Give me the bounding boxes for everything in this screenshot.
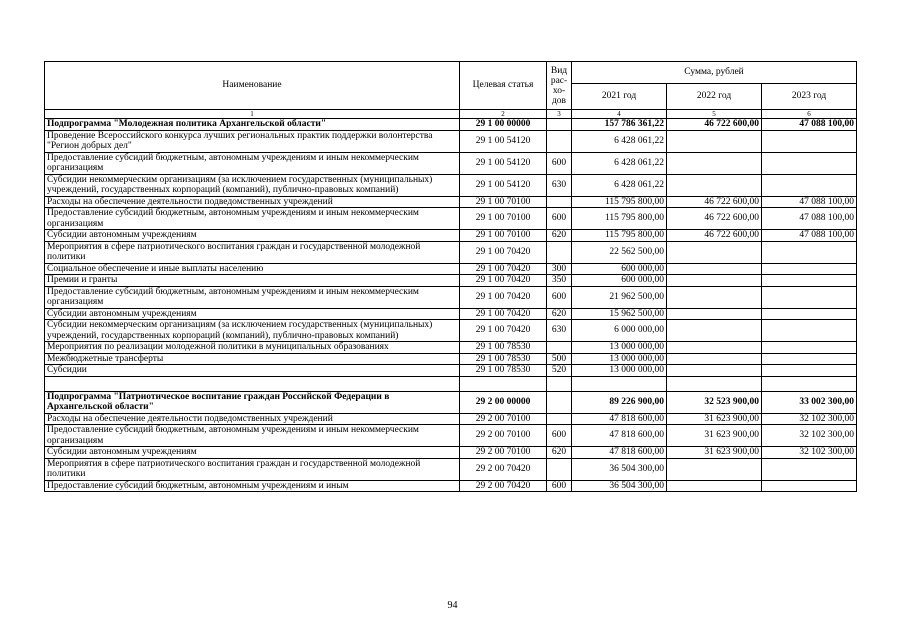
table-row xyxy=(45,230,857,242)
row-target-article: 29 1 00 70420 xyxy=(460,275,547,287)
row-name: Межбюджетные трансферты xyxy=(45,353,460,365)
subprogram-row xyxy=(45,119,857,131)
row-name: Субсидии некоммерческим организациям (за исключением государственных (муниципальных) учреждений, государственных корпораций (компаний), публично-правовых компаний) xyxy=(45,174,460,196)
header-kind-line: хо- xyxy=(552,85,566,96)
row-sum-2022: 46 722 600,00 xyxy=(667,230,762,242)
row-target-article: 29 2 00 00000 xyxy=(460,391,547,413)
row-sum-2021: 115 795 800,00 xyxy=(572,208,667,230)
column-index: 3 xyxy=(547,110,572,119)
row-sum-2022 xyxy=(667,174,762,196)
subprogram-row xyxy=(45,391,857,413)
row-sum-2023: 47 088 100,00 xyxy=(762,230,857,242)
row-sum-2021: 6 000 000,00 xyxy=(572,320,667,342)
row-sum-2022 xyxy=(667,275,762,287)
row-target-article: 29 1 00 70420 xyxy=(460,286,547,308)
row-name: Социальное обеспечение и иные выплаты населению xyxy=(45,263,460,275)
row-sum-2021: 6 428 061,22 xyxy=(572,174,667,196)
row-sum-2023 xyxy=(762,286,857,308)
row-sum-2021: 13 000 000,00 xyxy=(572,353,667,365)
row-sum-2022 xyxy=(667,320,762,342)
row-target-article xyxy=(460,376,547,391)
row-sum-2021: 13 000 000,00 xyxy=(572,342,667,354)
row-name: Предоставление субсидий бюджетным, автономным учреждениям и иным некоммерческим организациям xyxy=(45,152,460,174)
row-sum-2022 xyxy=(667,263,762,275)
row-expense-kind: 520 xyxy=(547,365,572,377)
row-sum-2023 xyxy=(762,275,857,287)
row-sum-2022 xyxy=(667,152,762,174)
row-name: Субсидии автономным учреждениям xyxy=(45,308,460,320)
row-sum-2023 xyxy=(762,458,857,480)
row-sum-2021: 36 504 300,00 xyxy=(572,480,667,492)
row-name: Субсидии xyxy=(45,365,460,377)
row-sum-2022 xyxy=(667,480,762,492)
row-sum-2022: 46 722 600,00 xyxy=(667,208,762,230)
row-sum-2022 xyxy=(667,241,762,263)
row-name: Субсидии некоммерческим организациям (за исключением государственных (муниципальных) учреждений, государственных корпораций (компаний), публично-правовых компаний) xyxy=(45,320,460,342)
row-expense-kind: 630 xyxy=(547,320,572,342)
column-index: 5 xyxy=(667,110,762,119)
header-kind-line: рас- xyxy=(550,75,568,86)
row-expense-kind: 620 xyxy=(547,447,572,459)
row-sum-2021: 6 428 061,22 xyxy=(572,152,667,174)
header-year-2022: 2022 год xyxy=(667,84,762,110)
table-row xyxy=(45,130,857,152)
row-sum-2022 xyxy=(667,342,762,354)
row-sum-2022: 31 623 900,00 xyxy=(667,425,762,447)
row-sum-2023: 32 102 300,00 xyxy=(762,425,857,447)
row-sum-2022 xyxy=(667,353,762,365)
row-name: Подпрограмма "Патриотическое воспитание граждан Российской Федерации в Архангельской области" xyxy=(45,391,460,413)
row-expense-kind: 300 xyxy=(547,263,572,275)
row-sum-2022 xyxy=(667,130,762,152)
header-year-2023: 2023 год xyxy=(762,84,857,110)
row-target-article: 29 1 00 78530 xyxy=(460,342,547,354)
row-name: Предоставление субсидий бюджетным, автономным учреждениям и иным некоммерческим организациям xyxy=(45,286,460,308)
row-sum-2022 xyxy=(667,376,762,391)
row-sum-2021: 13 000 000,00 xyxy=(572,365,667,377)
row-sum-2023: 47 088 100,00 xyxy=(762,196,857,208)
row-sum-2022: 31 623 900,00 xyxy=(667,413,762,425)
row-sum-2023 xyxy=(762,130,857,152)
header-year-2021: 2021 год xyxy=(572,84,667,110)
table-row xyxy=(45,353,857,365)
row-sum-2023: 47 088 100,00 xyxy=(762,119,857,131)
row-target-article: 29 2 00 70100 xyxy=(460,447,547,459)
row-name: Предоставление субсидий бюджетным, автономным учреждениям и иным xyxy=(45,480,460,492)
table-row xyxy=(45,196,857,208)
row-target-article: 29 1 00 70100 xyxy=(460,208,547,230)
row-sum-2021: 47 818 600,00 xyxy=(572,425,667,447)
budget-table-page xyxy=(44,61,856,492)
row-target-article: 29 1 00 54120 xyxy=(460,152,547,174)
row-name: Расходы на обеспечение деятельности подведомственных учреждений xyxy=(45,196,460,208)
row-expense-kind: 600 xyxy=(547,480,572,492)
row-target-article: 29 1 00 70420 xyxy=(460,263,547,275)
row-sum-2022 xyxy=(667,458,762,480)
row-sum-2023 xyxy=(762,308,857,320)
column-index: 1 xyxy=(45,110,460,119)
row-sum-2023 xyxy=(762,376,857,391)
row-name: Предоставление субсидий бюджетным, автономным учреждениям и иным некоммерческим организациям xyxy=(45,208,460,230)
row-sum-2023: 33 002 300,00 xyxy=(762,391,857,413)
table-row xyxy=(45,480,857,492)
header-kind-line: дов xyxy=(551,95,567,106)
row-target-article: 29 1 00 54120 xyxy=(460,130,547,152)
row-sum-2022: 31 623 900,00 xyxy=(667,447,762,459)
table-row xyxy=(45,458,857,480)
row-name xyxy=(45,376,460,391)
row-expense-kind xyxy=(547,458,572,480)
row-sum-2023: 47 088 100,00 xyxy=(762,208,857,230)
table-row xyxy=(45,208,857,230)
row-name: Мероприятия в сфере патриотического воспитания граждан и государственной молодежной политики xyxy=(45,458,460,480)
row-target-article: 29 1 00 70420 xyxy=(460,320,547,342)
row-name: Проведение Всероссийского конкурса лучших региональных практик поддержки волонтерства "Регион добрых дел" xyxy=(45,130,460,152)
header-target-article: Целевая статья xyxy=(460,62,547,110)
row-sum-2023 xyxy=(762,353,857,365)
row-name: Расходы на обеспечение деятельности подведомственных учреждений xyxy=(45,413,460,425)
row-sum-2021: 22 562 500,00 xyxy=(572,241,667,263)
page-number: 94 xyxy=(447,600,458,611)
row-expense-kind xyxy=(547,130,572,152)
spacer-row xyxy=(45,376,857,391)
row-sum-2023 xyxy=(762,152,857,174)
table-body xyxy=(45,119,857,492)
row-sum-2021: 47 818 600,00 xyxy=(572,447,667,459)
column-index: 2 xyxy=(460,110,547,119)
row-sum-2021: 6 428 061,22 xyxy=(572,130,667,152)
row-expense-kind: 620 xyxy=(547,230,572,242)
row-expense-kind: 600 xyxy=(547,425,572,447)
row-target-article: 29 2 00 70420 xyxy=(460,480,547,492)
row-target-article: 29 2 00 70100 xyxy=(460,425,547,447)
row-target-article: 29 1 00 70420 xyxy=(460,308,547,320)
row-sum-2023 xyxy=(762,174,857,196)
table-row xyxy=(45,275,857,287)
row-expense-kind xyxy=(547,196,572,208)
column-index: 4 xyxy=(572,110,667,119)
header-expense-kind xyxy=(547,62,572,110)
table-row xyxy=(45,152,857,174)
row-sum-2021: 89 226 900,00 xyxy=(572,391,667,413)
table-row xyxy=(45,320,857,342)
row-expense-kind xyxy=(547,391,572,413)
row-expense-kind: 350 xyxy=(547,275,572,287)
header-sum: Сумма, рублей xyxy=(572,62,857,84)
row-sum-2022: 46 722 600,00 xyxy=(667,119,762,131)
table-row xyxy=(45,174,857,196)
row-expense-kind: 500 xyxy=(547,353,572,365)
table-row xyxy=(45,241,857,263)
column-index: 6 xyxy=(762,110,857,119)
row-sum-2021: 115 795 800,00 xyxy=(572,230,667,242)
row-sum-2021: 600 000,00 xyxy=(572,275,667,287)
row-target-article: 29 1 00 70100 xyxy=(460,196,547,208)
table-row xyxy=(45,263,857,275)
row-sum-2022 xyxy=(667,308,762,320)
row-name: Премии и гранты xyxy=(45,275,460,287)
row-expense-kind xyxy=(547,241,572,263)
row-sum-2021: 21 962 500,00 xyxy=(572,286,667,308)
row-sum-2022: 46 722 600,00 xyxy=(667,196,762,208)
row-sum-2021: 157 786 361,22 xyxy=(572,119,667,131)
row-target-article: 29 2 00 70100 xyxy=(460,413,547,425)
row-expense-kind xyxy=(547,119,572,131)
row-sum-2021 xyxy=(572,376,667,391)
row-expense-kind: 620 xyxy=(547,308,572,320)
budget-table xyxy=(44,61,857,492)
row-target-article: 29 2 00 70420 xyxy=(460,458,547,480)
table-row xyxy=(45,342,857,354)
row-expense-kind xyxy=(547,413,572,425)
row-sum-2022 xyxy=(667,286,762,308)
table-row xyxy=(45,425,857,447)
row-expense-kind: 600 xyxy=(547,152,572,174)
row-sum-2023 xyxy=(762,365,857,377)
row-sum-2023 xyxy=(762,342,857,354)
row-sum-2022 xyxy=(667,365,762,377)
row-target-article: 29 1 00 78530 xyxy=(460,365,547,377)
row-name: Мероприятия по реализации молодежной политики в муниципальных образованиях xyxy=(45,342,460,354)
row-name: Предоставление субсидий бюджетным, автономным учреждениям и иным некоммерческим организациям xyxy=(45,425,460,447)
row-sum-2023 xyxy=(762,320,857,342)
table-row xyxy=(45,286,857,308)
table-row xyxy=(45,413,857,425)
row-sum-2022: 32 523 900,00 xyxy=(667,391,762,413)
row-target-article: 29 1 00 78530 xyxy=(460,353,547,365)
row-sum-2023: 32 102 300,00 xyxy=(762,413,857,425)
table-row xyxy=(45,308,857,320)
row-target-article: 29 1 00 70100 xyxy=(460,230,547,242)
row-expense-kind xyxy=(547,342,572,354)
table-row xyxy=(45,365,857,377)
row-sum-2023 xyxy=(762,241,857,263)
header-name: Наименование xyxy=(45,62,460,110)
row-sum-2021: 36 504 300,00 xyxy=(572,458,667,480)
row-sum-2023 xyxy=(762,263,857,275)
row-sum-2023 xyxy=(762,480,857,492)
row-expense-kind xyxy=(547,376,572,391)
table-row xyxy=(45,447,857,459)
row-expense-kind: 600 xyxy=(547,286,572,308)
row-sum-2023: 32 102 300,00 xyxy=(762,447,857,459)
row-sum-2021: 15 962 500,00 xyxy=(572,308,667,320)
row-name: Субсидии автономным учреждениям xyxy=(45,447,460,459)
row-name: Подпрограмма "Молодежная политика Архангельской области" xyxy=(45,119,460,131)
row-expense-kind: 600 xyxy=(547,208,572,230)
row-expense-kind: 630 xyxy=(547,174,572,196)
row-target-article: 29 1 00 54120 xyxy=(460,174,547,196)
row-name: Субсидии автономным учреждениям xyxy=(45,230,460,242)
row-sum-2021: 600 000,00 xyxy=(572,263,667,275)
row-name: Мероприятия в сфере патриотического воспитания граждан и государственной молодежной политики xyxy=(45,241,460,263)
row-sum-2021: 115 795 800,00 xyxy=(572,196,667,208)
header-kind-line: Вид xyxy=(550,65,568,76)
column-index-row xyxy=(45,110,857,119)
row-sum-2021: 47 818 600,00 xyxy=(572,413,667,425)
row-target-article: 29 1 00 00000 xyxy=(460,119,547,131)
row-target-article: 29 1 00 70420 xyxy=(460,241,547,263)
